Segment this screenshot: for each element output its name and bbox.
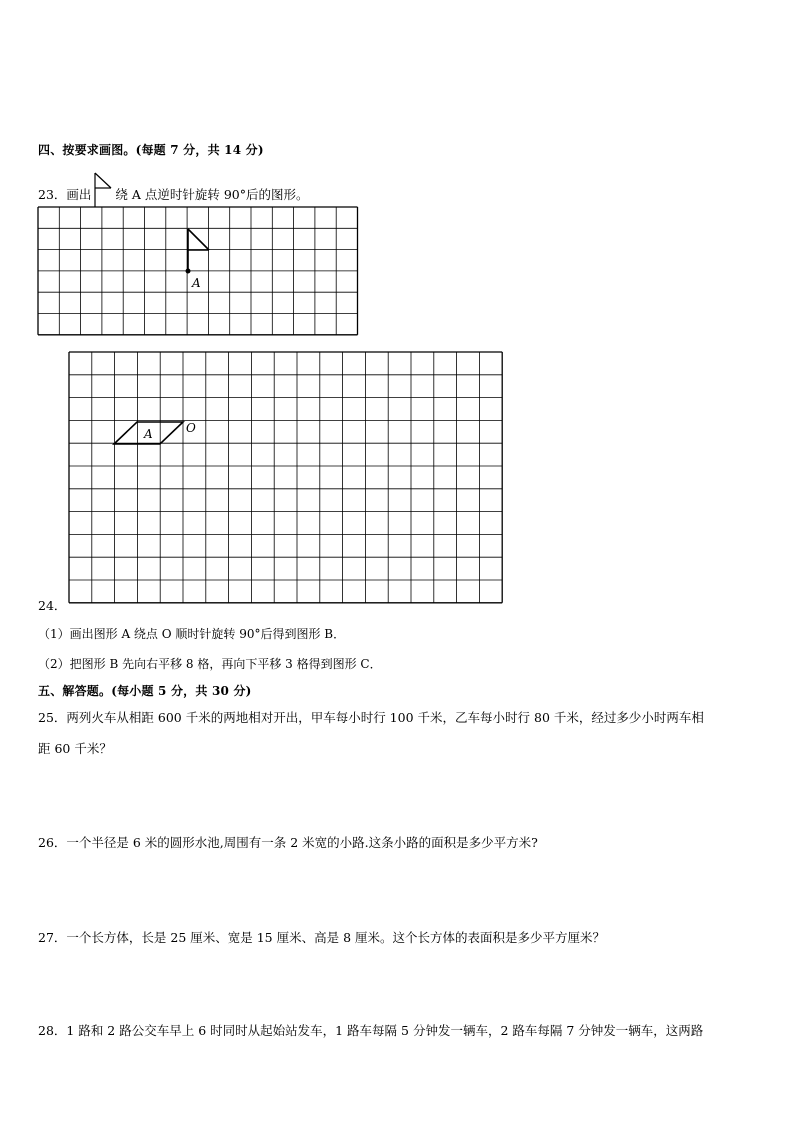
rotation-point-a: [186, 269, 191, 274]
section-4-heading: 四、按要求画图。(每题 7 分，共 14 分): [38, 143, 264, 157]
point-o-label: O: [186, 421, 196, 435]
question-24-number: 24．: [38, 598, 67, 613]
question-23-suffix: 绕 A 点逆时针旋转 90°后的图形。: [115, 187, 309, 202]
flag-diagonal: [188, 229, 209, 250]
flag-shape-icon: [92, 173, 114, 209]
question-25-line-1: 25．两列火车从相距 600 千米的两地相对开出，甲车每小时行 100 千米，乙车每小时行 80 千米，经过多少小时两车相: [38, 710, 704, 725]
question-24-grid: [69, 352, 503, 608]
question-23-grid: [38, 207, 360, 337]
question-27-text: 27．一个长方体，长是 25 厘米、宽是 15 厘米、高是 8 厘米。这个长方体的表面积是多少平方厘米？: [38, 930, 606, 945]
question-24-part-1: （1）画出图形 A 绕点 O 顺时针旋转 90°后得到图形 B．: [38, 627, 346, 641]
question-23-prefix: 23．画出: [38, 187, 92, 202]
question-23-line: [38, 173, 309, 209]
section-5-heading: 五、解答题。(每小题 5 分，共 30 分): [38, 684, 252, 698]
question-26-text: 26．一个半径是 6 米的圆形水池,周围有一条 2 米宽的小路.这条小路的面积是多少平方米?: [38, 835, 538, 850]
question-24-part-2: （2）把图形 B 先向右平移 8 格，再向下平移 3 格得到图形 C．: [38, 657, 382, 671]
question-28-text: 28．1 路和 2 路公交车早上 6 时同时从起始站发车，1 路车每隔 5 分钟发一辆车，2 路车每隔 7 分钟发一辆车，这两路: [38, 1023, 704, 1038]
point-a-label: A: [192, 276, 201, 290]
question-25-line-2: 距 60 千米？: [38, 741, 112, 756]
shape-a-label: A: [144, 427, 153, 441]
